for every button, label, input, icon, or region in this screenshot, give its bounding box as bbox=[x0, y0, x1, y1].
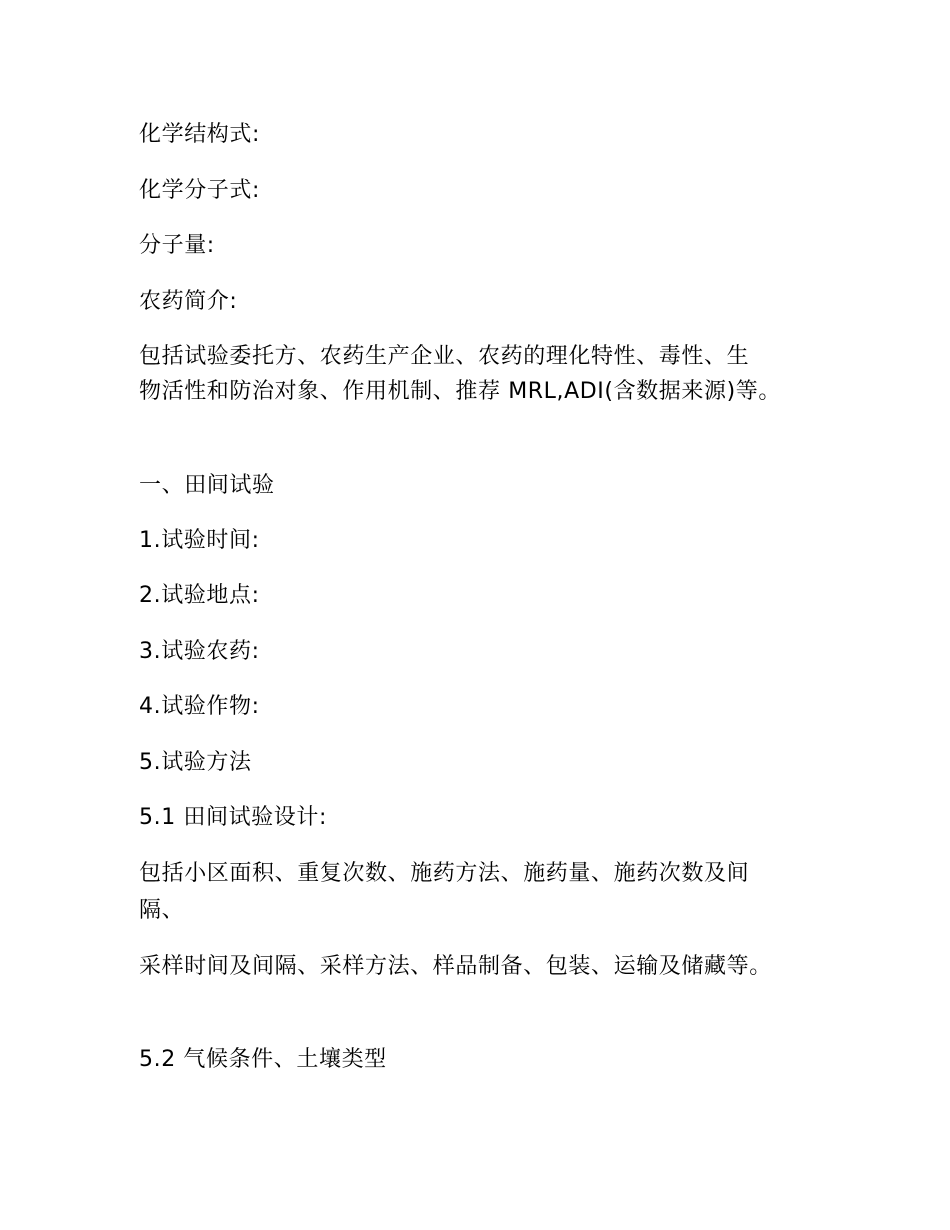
molecular-formula-label: 化学分子式: bbox=[139, 178, 261, 203]
intro-text-line-2: 物活性和防治对象、作用机制、推荐 MRL,ADI(含数据来源)等。 bbox=[139, 379, 781, 404]
item-trial-pesticide: 3.试验农药: bbox=[139, 639, 260, 664]
structure-formula-label: 化学结构式: bbox=[139, 122, 261, 147]
section-heading-field-trial: 一、田间试验 bbox=[139, 473, 275, 498]
molecular-weight-label: 分子量: bbox=[139, 233, 215, 258]
item-trial-crop: 4.试验作物: bbox=[139, 694, 260, 719]
design-text-line-2: 隔、 bbox=[139, 898, 185, 923]
design-text-line-1: 包括小区面积、重复次数、施药方法、施药量、施药次数及间 bbox=[139, 861, 750, 886]
item-field-design: 5.1 田间试验设计: bbox=[139, 805, 327, 830]
design-text-line-3: 采样时间及间隔、采样方法、样品制备、包装、运输及储藏等。 bbox=[139, 954, 772, 979]
intro-text-line-1: 包括试验委托方、农药生产企业、农药的理化特性、毒性、生 bbox=[139, 344, 750, 369]
item-trial-location: 2.试验地点: bbox=[139, 583, 260, 608]
item-trial-method: 5.试验方法 bbox=[139, 750, 252, 775]
pesticide-intro-label: 农药简介: bbox=[139, 289, 238, 314]
item-trial-time: 1.试验时间: bbox=[139, 528, 260, 553]
subsection-climate-soil: 5.2 气候条件、土壤类型 bbox=[139, 1047, 387, 1072]
